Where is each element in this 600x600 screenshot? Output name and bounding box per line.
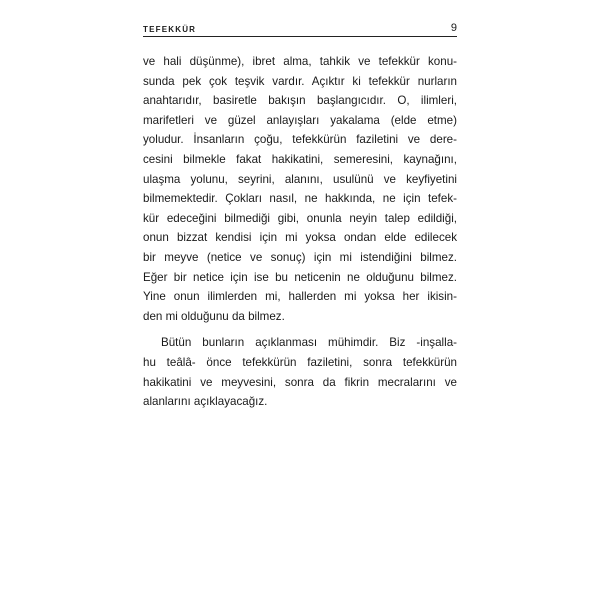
text-line: ve hali düşünme), ibret alma, tahkik ve tefekkür konu- (143, 55, 457, 68)
text-line: bilmemektedir. Çokları nasıl, ne hakkında, ne için tefek- (143, 192, 457, 206)
body-text (143, 52, 457, 412)
book-page (143, 20, 457, 412)
paragraph-2 (143, 333, 457, 411)
text-line: den mi olduğunu da bilmez. (143, 309, 285, 323)
text-line: hakikatini ve meyvesini, sonra da fikrin mecralarını ve (143, 375, 457, 389)
text-line: Bütün bunların açıklanması mühimdir. Biz -inşalla- (161, 336, 457, 350)
text-line: onun bizzat kendisi için mi yoksa ondan elde edilecek (143, 231, 457, 245)
text-line: alanlarını açıklayacağız. (143, 395, 268, 409)
running-header (143, 20, 457, 37)
page-number: 9 (450, 22, 457, 34)
text-line: kür edeceğini bilmediği gibi, onunla neyin talep edildiği, (143, 211, 457, 225)
text-line: ulaşma yolunu, seyrini, alanını, usulünü ve keyfiyetini (143, 172, 457, 186)
text-line: sunda pek çok teşvik vardır. Açıktır ki tefekkür nurların (143, 74, 457, 88)
text-line: yoludur. İnsanların çoğu, tefekkürün faziletini ve dere- (143, 133, 457, 147)
text-line: marifetleri ve güzel anlayışları yakalama (elde etme) (143, 113, 457, 127)
running-title: TEFEKKÜR (143, 25, 197, 34)
text-line: cesini bilmekle fakat hakikatini, semeresini, kaynağını, (143, 152, 457, 166)
text-line: Yine onun ilimlerden mi, hallerden mi yoksa her ikisin- (143, 290, 457, 304)
text-line: bir meyve (netice ve sonuç) için mi istendiğini bilmez. (143, 250, 457, 264)
text-line: Eğer bir netice için ise bu neticenin ne olduğunu bilmez. (143, 270, 457, 284)
paragraph-1 (143, 52, 457, 326)
text-line: anahtarıdır, basiretle bakışın başlangıcıdır. O, ilimleri, (143, 94, 457, 108)
text-line: hu teâlâ- önce tefekkürün faziletini, sonra tefekkürün (143, 355, 457, 369)
